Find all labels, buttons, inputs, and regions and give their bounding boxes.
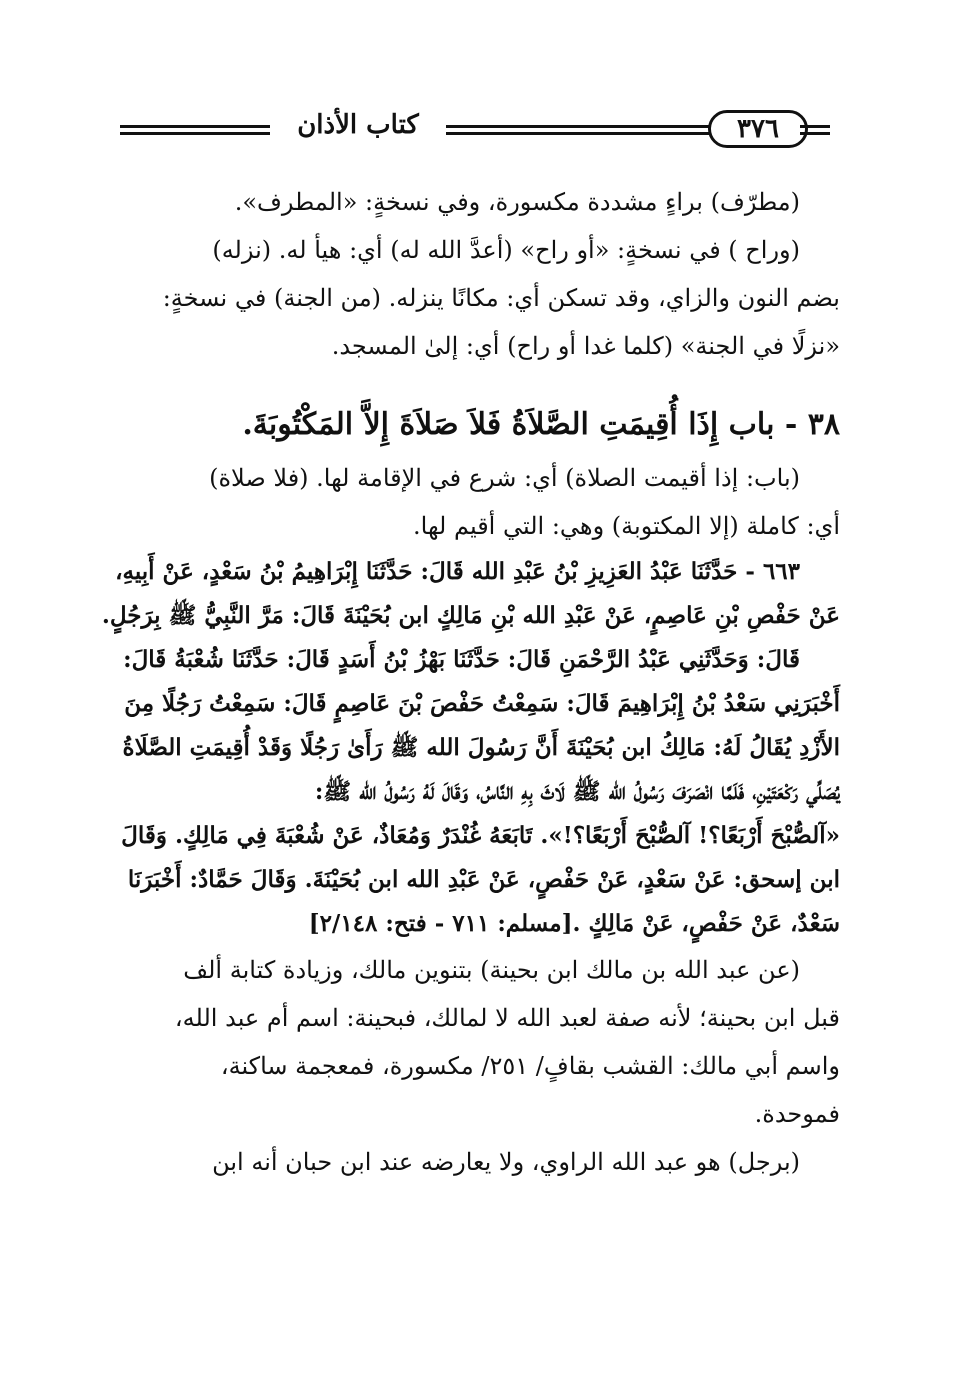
- header-rule-right: [800, 125, 830, 135]
- commentary-block-2: [100, 454, 840, 550]
- hadith-line: عَنْ حَفْصِ بْنِ عَاصِمٍ، عَنْ عَبْدِ الله بْنِ مَالِكٍ ابن بُحَيْنَةَ قَالَ: مَرَّ النَّبِيُّ ﷺ بِرَجُلٍ.: [101, 602, 840, 629]
- commentary-line: (باب: إذا أقيمت الصلاة) أي: شرع في الإقامة لها. (فلا صلاة): [209, 464, 800, 492]
- chapter-heading: ٣٨ - باب إِذَا أُقِيمَتِ الصَّلاَةُ فَلاَ صَلاَةَ إِلاَّ المَكْتُوبَةَ.: [242, 407, 840, 442]
- commentary-line: (برجل) هو عبد الله الراوي، ولا يعارضه عند ابن حبان أنه ابن: [212, 1148, 800, 1176]
- commentary-line: (مطرّف) براءٍ مشددة مكسورة، وفي نسخةٍ: «المطرف».: [234, 188, 800, 216]
- header-rule-left: [120, 125, 270, 135]
- commentary-line: (وراح ) في نسخةٍ: «أو راح» (أعدَّ الله له) أي: هيأ له. (نزله): [212, 236, 800, 264]
- commentary-block-1: [100, 178, 840, 370]
- commentary-line: بضم النون والزاي، وقد تسكن أي: مكانًا ينزله. (من الجنة) في نسخةٍ:: [162, 284, 840, 312]
- commentary-line: فموحدة.: [754, 1100, 840, 1128]
- commentary-block-4: [100, 1138, 840, 1186]
- hadith-text: [100, 550, 840, 946]
- hadith-line: ٦٦٣ - حَدَّثَنَا عَبْدُ العَزِيزِ بْنُ عَبْدِ الله قَالَ: حَدَّثَنَا إِبْرَاهِيمُ بْنُ سَعْدٍ، عَنْ أَبِيهِ،: [115, 558, 800, 585]
- commentary-line: واسم أبي مالك: القشب بقافٍ/ ٢٥١/ مكسورة، فمعجمة ساكنة،: [220, 1052, 840, 1080]
- hadith-line: قَالَ: وَحَدَّثَنِي عَبْدُ الرَّحْمَنِ قَالَ: حَدَّثَنَا بَهْزُ بْنُ أَسَدٍ قَالَ: حَدَّثَنَا شُعْبَةُ قَالَ:: [123, 646, 800, 673]
- hadith-line: الأَزْدِ يُقَالُ لَهُ: مَالِكُ ابن بُحَيْنَةَ أَنَّ رَسُولَ الله ﷺ رَأَىٰ رَجُلًا وَقَدْ أُقِيمَتِ الصَّلَاةُ: [122, 734, 840, 761]
- commentary-line: قبل ابن بحينة؛ لأنه صفة لعبد الله لا لمالك، فبحينة: اسم أم عبد الله،: [174, 1004, 840, 1032]
- book-title: كتاب الأذان: [297, 110, 419, 140]
- commentary-line: (عن عبد الله بن مالك ابن بحينة) بتنوين مالك، وزيادة كتابة ألف: [183, 956, 800, 984]
- page-number: ٣٧٦: [708, 110, 808, 148]
- page: [100, 104, 840, 1304]
- page-header: [100, 104, 840, 156]
- header-rule-middle: [446, 125, 746, 135]
- hadith-line: يُصَلِّي رَكْعَتَيْنِ، فَلَمَّا انْصَرَفَ رَسُولُ الله ﷺ لَاثَ بِهِ النَّاسُ، وَقَالَ لَهُ رَسُولُ الله ﷺ:: [314, 778, 840, 805]
- hadith-line: أَخْبَرَنِي سَعْدُ بْنُ إِبْرَاهِيمَ قَالَ: سَمِعْتُ حَفْصَ بْنَ عَاصِمٍ قَالَ: سَمِعْتُ رَجُلًا مِنَ: [124, 690, 840, 717]
- commentary-line: «نزلًا في الجنة» (كلما غدا أو راح) أي: إلىٰ المسجد.: [331, 332, 840, 360]
- hadith-line: سَعْدٌ، عَنْ حَفْصٍ، عَنْ مَالِكٍ .[مسلم: ٧١١ - فتح: ٢/١٤٨]: [308, 910, 840, 937]
- commentary-block-3: [100, 946, 840, 1138]
- hadith-line: «آلصُّبْحَ أَرْبَعًا؟! آلصُّبْحَ أَرْبَعًا؟!». تَابَعَهُ غُنْدَرٌ وَمُعَاذٌ، عَنْ شُعْبَةَ فِي مَالِكٍ. وَقَالَ: [121, 822, 840, 849]
- hadith-line: ابن إسحق: عَنْ سَعْدٍ، عَنْ حَفْصٍ، عَنْ عَبْدِ الله ابن بُحَيْنَةَ. وَقَالَ حَمَّادٌ: أَخْبَرَنَا: [127, 866, 840, 893]
- commentary-line: أي: كاملة (إلا المكتوبة) وهي: التي أقيم لها.: [413, 512, 840, 540]
